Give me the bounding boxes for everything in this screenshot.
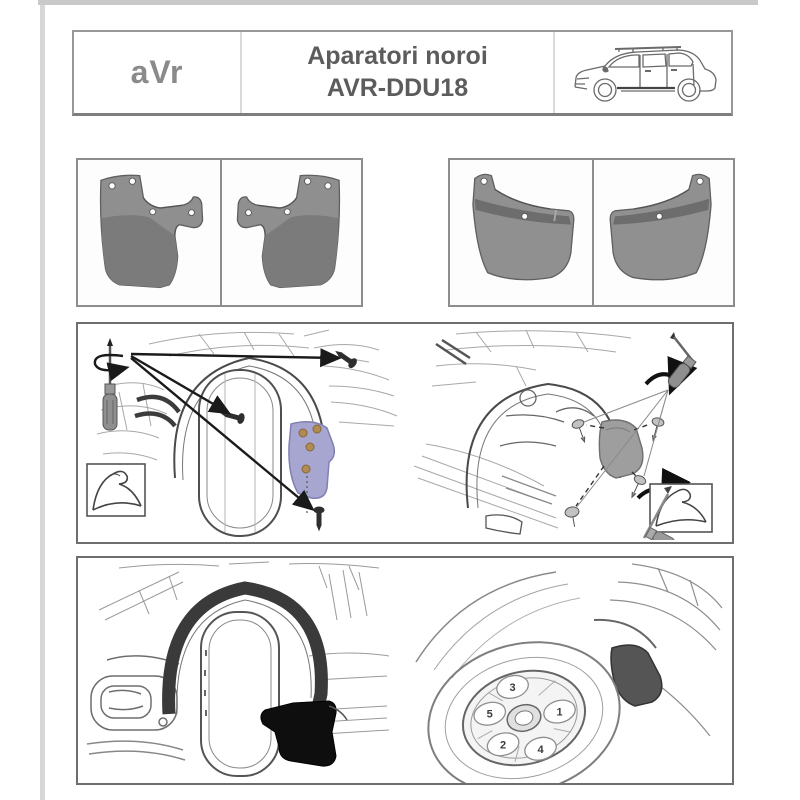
lug-number-2: 2 — [500, 739, 507, 752]
front-mudflaps-panel — [76, 158, 363, 307]
header-logo-cell — [74, 32, 242, 113]
strength-arm-icon — [87, 464, 145, 516]
wheel-graphic — [411, 621, 637, 783]
installed-result-panel — [76, 556, 734, 785]
highlighted-mudflap — [289, 422, 334, 516]
header-vehicle-cell — [555, 32, 731, 113]
rear-left-mudflap-cell — [450, 160, 592, 305]
suv-side-view-icon — [563, 35, 723, 111]
install-front-drawing — [79, 326, 404, 540]
front-right-mudflap-image — [230, 167, 352, 299]
rear-right-mudflap-cell — [592, 160, 734, 305]
scan-border-left — [40, 0, 45, 800]
install-front-diagram — [78, 324, 405, 542]
rear-right-mudflap-image — [602, 167, 724, 299]
scan-border-top — [38, 0, 758, 5]
result-front-diagram — [78, 558, 405, 783]
result-rear-drawing — [406, 558, 731, 783]
header-title-cell — [242, 32, 555, 113]
result-rear-diagram — [405, 558, 732, 783]
result-front-drawing — [79, 560, 404, 781]
front-left-mudflap-cell — [78, 160, 220, 305]
front-left-mudflap-image — [88, 167, 210, 299]
rear-mudflaps-panel — [448, 158, 735, 307]
lug-number-5: 5 — [486, 708, 493, 721]
product-title: Aparatori noroi — [307, 42, 488, 71]
brand-logo: aVr — [130, 54, 184, 90]
lug-number-3: 3 — [509, 681, 516, 694]
header — [72, 30, 733, 116]
rear-left-mudflap-image — [460, 167, 582, 299]
install-rear-drawing — [406, 326, 731, 540]
front-right-mudflap-cell — [220, 160, 362, 305]
screwdriver-icon — [666, 332, 696, 389]
installation-diagram-panel — [76, 322, 734, 544]
install-rear-diagram — [405, 324, 732, 542]
lug-number-4: 4 — [537, 743, 544, 756]
lug-number-1: 1 — [556, 706, 563, 719]
product-code: AVR-DDU18 — [326, 73, 469, 102]
